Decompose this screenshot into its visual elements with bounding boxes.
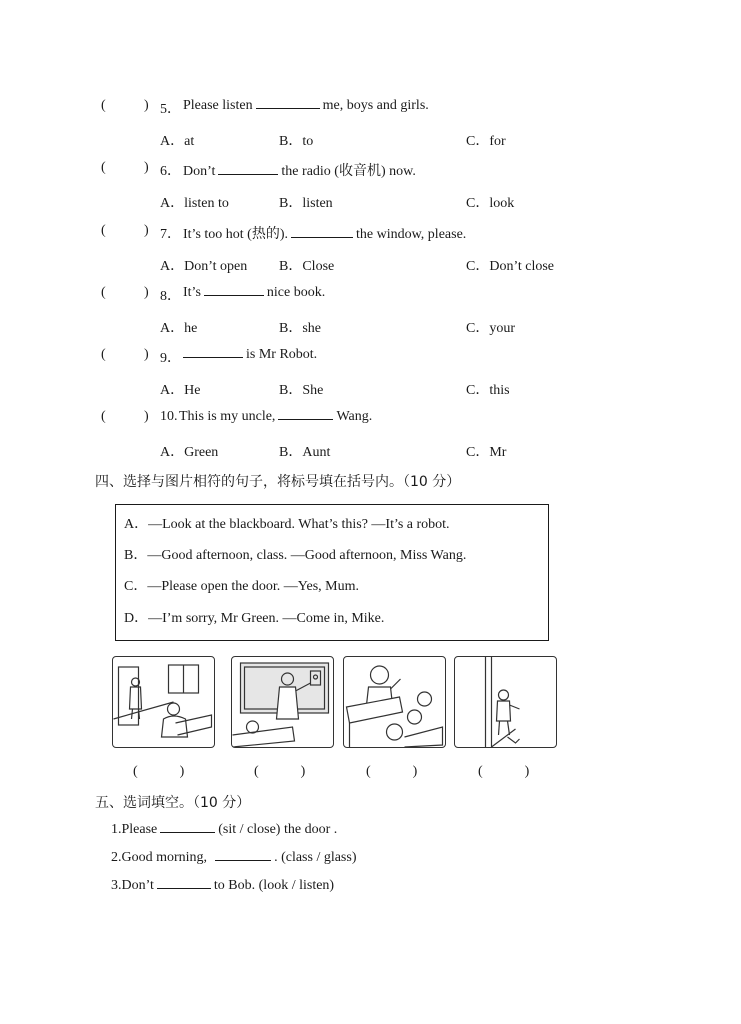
question-text: This is my uncle, Wang. [179,409,373,424]
answer-paren-close: ) [144,98,149,113]
option-c[interactable]: C．look [466,196,515,211]
picture-3-answer-paren[interactable]: ( ) [366,764,418,779]
fill-item-2: 2.Good morning, . (class / glass) [111,850,357,865]
question-text: Don’t the radio (收音机) now. [183,164,416,179]
fill-item-1: 1.Please (sit / close) the door . [111,822,338,837]
fill-item-3: 3.Don’t to Bob. (look / listen) [111,878,335,893]
answer-blank[interactable] [204,294,264,296]
picture-1-classroom-door [112,656,215,748]
question-number: 5． [160,102,181,117]
picture-4-answer-paren[interactable]: ( ) [478,764,530,779]
picture-2-answer-paren[interactable]: ( ) [254,764,306,779]
choices-box [115,504,549,641]
question-number: 10. [160,409,178,424]
answer-blank[interactable] [183,356,243,358]
answer-blank[interactable] [160,831,215,833]
choice-d: D．—I’m sorry, Mr Green. —Come in, Mike. [124,611,385,626]
picture-2-blackboard-robot [231,656,334,748]
answer-blank[interactable] [215,859,271,861]
answer-paren-open[interactable]: ( [101,98,106,113]
picture-3-teacher-class [343,656,446,748]
answer-paren-open[interactable]: ( [101,285,106,300]
option-c[interactable]: C．Don’t close [466,259,555,274]
option-b[interactable]: B．to [279,134,314,149]
choice-a: A．—Look at the blackboard. What’s this? —It’s a robot. [124,517,450,532]
question-number: 9． [160,351,181,366]
section-5-title: 五、选词填空。（10 分） [95,795,251,811]
question-number: 8． [160,289,181,304]
question-number: 7． [160,227,181,242]
section-4-title: 四、选择与图片相符的句子，将标号填在括号内。（10 分） [95,474,461,490]
option-a[interactable]: A．Don’t open [160,259,248,274]
answer-paren-open[interactable]: ( [101,223,106,238]
answer-paren-close: ) [144,409,149,424]
option-c[interactable]: C．Mr [466,445,507,460]
picture-1-answer-paren[interactable]: ( ) [133,764,185,779]
option-b[interactable]: B．she [279,321,321,336]
answer-paren-close: ) [144,285,149,300]
question-number: 6． [160,164,181,179]
answer-blank[interactable] [291,236,353,238]
option-a[interactable]: A．He [160,383,201,398]
option-c[interactable]: C．your [466,321,515,336]
choice-c: C．—Please open the door. —Yes, Mum. [124,579,360,594]
answer-paren-close: ) [144,347,149,362]
answer-blank[interactable] [256,107,320,109]
answer-paren-close: ) [144,223,149,238]
answer-blank[interactable] [218,173,278,175]
option-b[interactable]: B．Aunt [279,445,331,460]
option-a[interactable]: A．Green [160,445,219,460]
answer-paren-open[interactable]: ( [101,160,106,175]
option-c[interactable]: C．this [466,383,510,398]
option-b[interactable]: B．She [279,383,324,398]
question-text: is Mr Robot. [180,347,317,363]
option-a[interactable]: A．at [160,134,195,149]
option-c[interactable]: C．for [466,134,506,149]
option-a[interactable]: A．listen to [160,196,229,211]
answer-blank[interactable] [157,887,211,889]
question-text: It’s nice book. [183,285,326,300]
answer-paren-open[interactable]: ( [101,409,106,424]
option-b[interactable]: B．listen [279,196,333,211]
question-text: It’s too hot (热的). the window, please. [183,227,467,242]
picture-4-boy-at-door [454,656,557,748]
option-a[interactable]: A．he [160,321,198,336]
question-text: Please listen me, boys and girls. [183,98,429,113]
answer-blank[interactable] [278,418,333,420]
answer-paren-open[interactable]: ( [101,347,106,362]
choice-b: B．—Good afternoon, class. —Good afternoon, Miss Wang. [124,548,467,563]
answer-paren-close: ) [144,160,149,175]
option-b[interactable]: B．Close [279,259,335,274]
